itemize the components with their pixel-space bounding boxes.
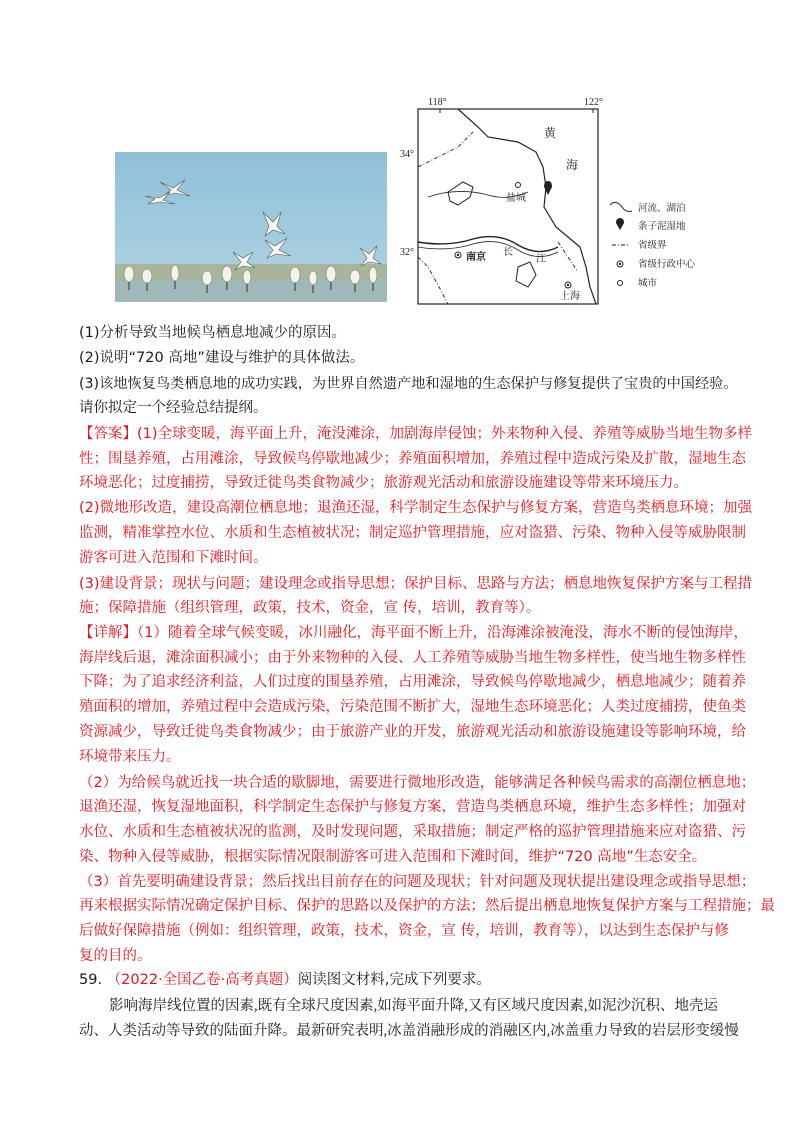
explanation-line: 退渔还湿，恢复湿地面积，科学制定生态保护与修复方案，营造鸟类栖息环境，维护生态多样性；加强对: [79, 799, 746, 815]
explanation-line: （3）首先要明确建设背景；然后找出目前存在的问题及现状；针对问题及现状提出建设理念或指导思想；: [79, 874, 756, 890]
answer-line: 游客可进入范围和下滩时间。: [79, 550, 268, 566]
question-2: (2)说明“720 高地”建设与维护的具体做法。: [79, 350, 365, 366]
map-river-char: 长: [503, 247, 513, 258]
explanation-line: 染、物种入侵等威胁，根据实际情况限制游客可进入范围和下滩时间，维护“720 高地”生态安全。: [79, 849, 707, 865]
question-1: (1)分析导致当地候鸟栖息地减少的原因。: [79, 325, 347, 341]
question-59-header: [79, 970, 491, 990]
map-lat-label: 34°: [400, 149, 414, 160]
passage-line: 动、人类活动等导致的陆面升降。最新研究表明,冰盖消融形成的消融区内,冰盖重力导致的岩层形变缓慢: [79, 1023, 739, 1039]
legend-label: 条子泥湿地: [638, 221, 686, 232]
location-map: [400, 97, 708, 307]
answer-line: (2)微地形改造，建设高潮位栖息地；退渔还湿，科学制定生态保护与修复方案，营造鸟类栖息环境；加强: [79, 500, 753, 516]
explanation-line: 殖面积的增加，养殖过程中会造成污染，污染范围不断扩大，湿地生态环境恶化；人类过度捕捞，使鱼类: [79, 699, 746, 715]
explanation-line: 水位、水质和生态植被状况的监测，及时发现问题，采取措施；制定严格的巡护管理措施来应对盗猎、污: [79, 824, 746, 840]
map-sea-char: 黄: [544, 126, 557, 140]
map-place-label: 南京: [466, 252, 486, 263]
map-legend: [610, 202, 696, 289]
question-number: 59.: [79, 972, 103, 988]
legend-label: 河流、湖泊: [638, 203, 686, 214]
explanation-line: （2）为给候鸟就近找一块合适的歇脚地，需要进行微地形改造，能够满足各种候鸟需求的高潮位栖息地；: [79, 775, 756, 791]
explanation-line: 下降；为了追求经济利益，人们过度的围垦养殖，占用滩涂，导致候鸟停歇地减少，栖息地减少；随着养: [79, 674, 746, 690]
answer-line: 性；围垦养殖，占用滩涂，导致候鸟停歇地减少；养殖面积增加，养殖过程中造成污染及扩散，湿地生态: [79, 451, 746, 467]
answer-line: 环境恶化；过度捕捞，导致迁徙鸟类食物减少；旅游观光活动和旅游设施建设等带来环境压力。: [79, 475, 688, 491]
map-sea-char: 海: [566, 158, 579, 172]
explanation-line: 海岸线后退，滩涂面积减小；由于外来物种的入侵、人工养殖等威胁当地生物多样性，使当地生物多样性: [79, 650, 746, 666]
map-place-label: 上海: [560, 291, 580, 302]
birds-photo: [115, 152, 387, 302]
question-instruction: 阅读图文材料,完成下列要求。: [297, 972, 491, 988]
question-3: (3)该地恢复鸟类栖息地的成功实践，为世界自然遗产地和湿地的生态保护与修复提供了宝贵的中国经验。: [79, 376, 738, 392]
question-3-cont: 请你拟定一个经验总结提纲。: [79, 400, 268, 416]
explanation-line: 环境带来压力。: [79, 749, 181, 765]
answer-line: (3)建设背景；现状与问题；建设理念或指导思想；保护目标、思路与方法；栖息地恢复保护方案与工程措: [79, 576, 753, 592]
answer-line: 【答案】(1)全球变暖，海平面上升，淹没滩涂，加剧海岸侵蚀；外来物种入侵、养殖等威胁当地生物多样: [79, 426, 753, 442]
legend-label: 城市: [638, 278, 658, 289]
explanation-line: 资源减少，导致迁徙鸟类食物减少；由于旅游产业的开发，旅游观光活动和旅游设施建设等影响环境，给: [79, 724, 746, 740]
explanation-line: 再来根据实际情况确定保护目标、保护的思路以及保护的方法；然后提出栖息地恢复保护方案与工程措施；最: [79, 898, 775, 914]
map-lon-label: 118°: [428, 97, 447, 108]
explanation-line: 后做好保障措施（例如：组织管理，政策，技术，资金，宣 传，培训，教育等），以达到生态保护与修: [79, 923, 729, 939]
map-place-label: 盐城: [506, 193, 526, 204]
legend-label: 省级界: [638, 240, 667, 251]
explanation-line: 复的目的。: [79, 948, 152, 964]
explanation-line: 【详解】（1）随着全球气候变暖，冰川融化，海平面不断上升，沿海滩涂被淹没，海水不断的侵蚀海岸，: [79, 625, 748, 641]
answer-line: 监测，精准掌控水位、水质和生态植被状况；制定巡护管理措施，应对盗猎、污染、物种入侵等威胁限制: [79, 525, 746, 541]
map-river-char: 江: [536, 254, 546, 265]
answer-line: 施；保障措施（组织管理，政策，技术，资金，宣 传，培训，教育等）。: [79, 600, 541, 616]
map-lat-label: 32°: [400, 247, 414, 258]
legend-label: 省级行政中心: [638, 259, 696, 270]
passage-line: 影响海岸线位置的因素,既有全球尺度因素,如海平面升降,又有区域尺度因素,如泥沙沉积、地壳运: [109, 998, 718, 1014]
map-lon-label: 122°: [584, 97, 603, 108]
question-source: （2022·全国乙卷·高考真题）: [106, 972, 298, 988]
